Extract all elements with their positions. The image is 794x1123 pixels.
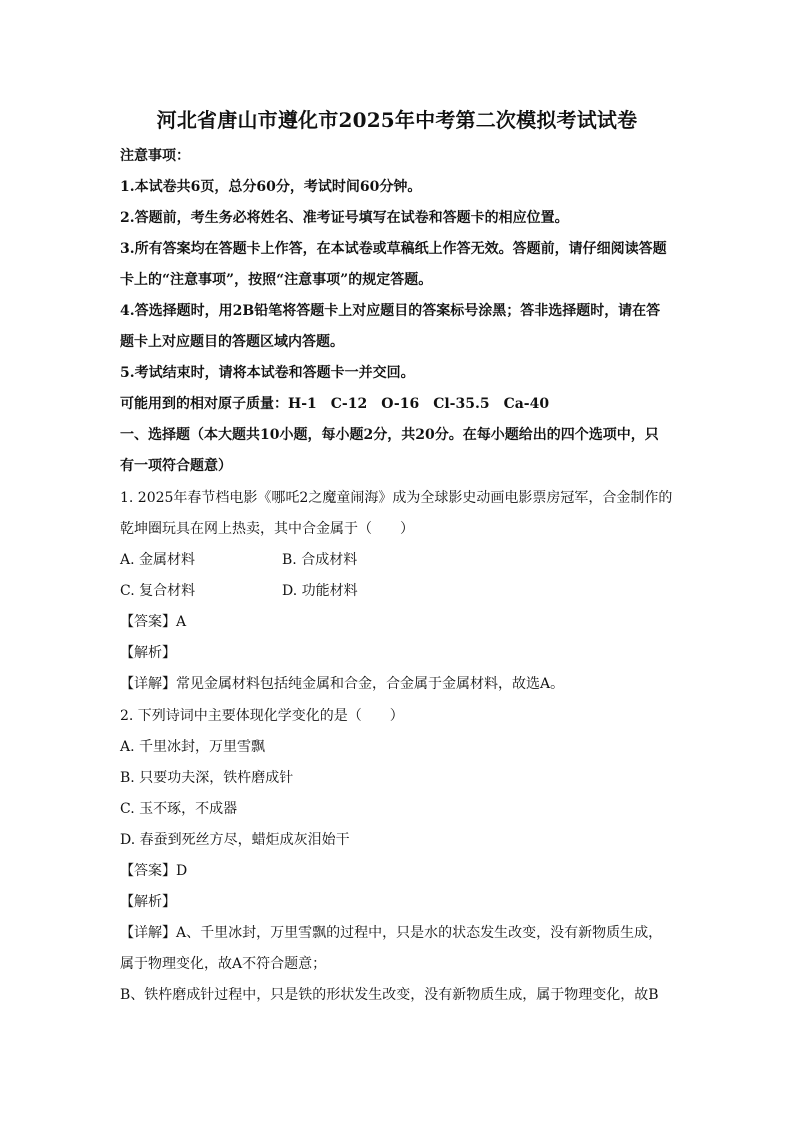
question-2-option-a: A. 千里冰封，万里雪飘	[120, 739, 266, 755]
atomic-masses: 可能用到的相对原子质量：H-1 C-12 O-16 Cl-35.5 Ca-40	[120, 396, 550, 412]
question-2-detail-cont: 属于物理变化，故A不符合题意；	[120, 956, 327, 972]
question-2-analysis: 【解析】	[120, 894, 176, 910]
notice-item: 1.本试卷共6页，总分60分，考试时间60分钟。	[120, 179, 422, 195]
notice-item: 题卡上对应题目的答题区域内答题。	[120, 334, 344, 350]
question-1-stem: 1. 2025年春节档电影《哪吒2之魔童闹海》成为全球影史动画电影票房冠军，合金制作的	[120, 490, 673, 506]
question-1-option-d: D. 功能材料	[282, 583, 358, 599]
question-2-stem: 2. 下列诗词中主要体现化学变化的是（ ）	[120, 708, 404, 724]
question-2-detail-cont: B、铁杵磨成针过程中，只是铁的形状发生改变，没有新物质生成，属于物理变化，故B	[120, 987, 659, 1003]
question-1-detail: 【详解】常见金属材料包括纯金属和合金，合金属于金属材料，故选A。	[120, 676, 565, 692]
notice-item: 2.答题前，考生务必将姓名、准考证号填写在试卷和答题卡的相应位置。	[120, 210, 569, 226]
question-1-analysis: 【解析】	[120, 645, 176, 661]
notice-item: 卡上的“注意事项”，按照“注意事项”的规定答题。	[120, 272, 433, 288]
section-heading-cont: 有一项符合题意）	[120, 458, 232, 474]
question-2-detail: 【详解】A、千里冰封，万里雪飘的过程中，只是水的状态发生改变，没有新物质生成，	[120, 925, 663, 941]
question-1-option-c: C. 复合材料	[120, 583, 196, 599]
question-1-answer: 【答案】A	[120, 614, 187, 630]
question-1-option-b: B. 合成材料	[282, 552, 358, 568]
question-2-option-d: D. 春蚕到死丝方尽，蜡炬成灰泪始干	[120, 832, 350, 848]
question-2-answer: 【答案】D	[120, 863, 188, 879]
section-heading: 一、选择题（本大题共10小题，每小题2分，共20分。在每小题给出的四个选项中，只	[120, 427, 659, 443]
notice-item: 4.答选择题时，用2B铅笔将答题卡上对应题目的答案标号涂黑；答非选择题时，请在答	[120, 303, 661, 319]
page-title: 河北省唐山市遵化市2025年中考第二次模拟考试试卷	[156, 108, 638, 132]
notice-item: 5.考试结束时，请将本试卷和答题卡一并交回。	[120, 365, 415, 381]
question-2-option-c: C. 玉不琢，不成器	[120, 801, 238, 817]
notice-heading: 注意事项：	[120, 148, 190, 164]
question-1-option-a: A. 金属材料	[120, 552, 196, 568]
notice-item: 3.所有答案均在答题卡上作答，在本试卷或草稿纸上作答无效。答题前，请仔细阅读答题	[120, 241, 667, 257]
question-1-stem-cont: 乾坤圈玩具在网上热卖，其中合金属于（ ）	[120, 521, 414, 537]
question-2-option-b: B. 只要功夫深，铁杵磨成针	[120, 770, 294, 786]
